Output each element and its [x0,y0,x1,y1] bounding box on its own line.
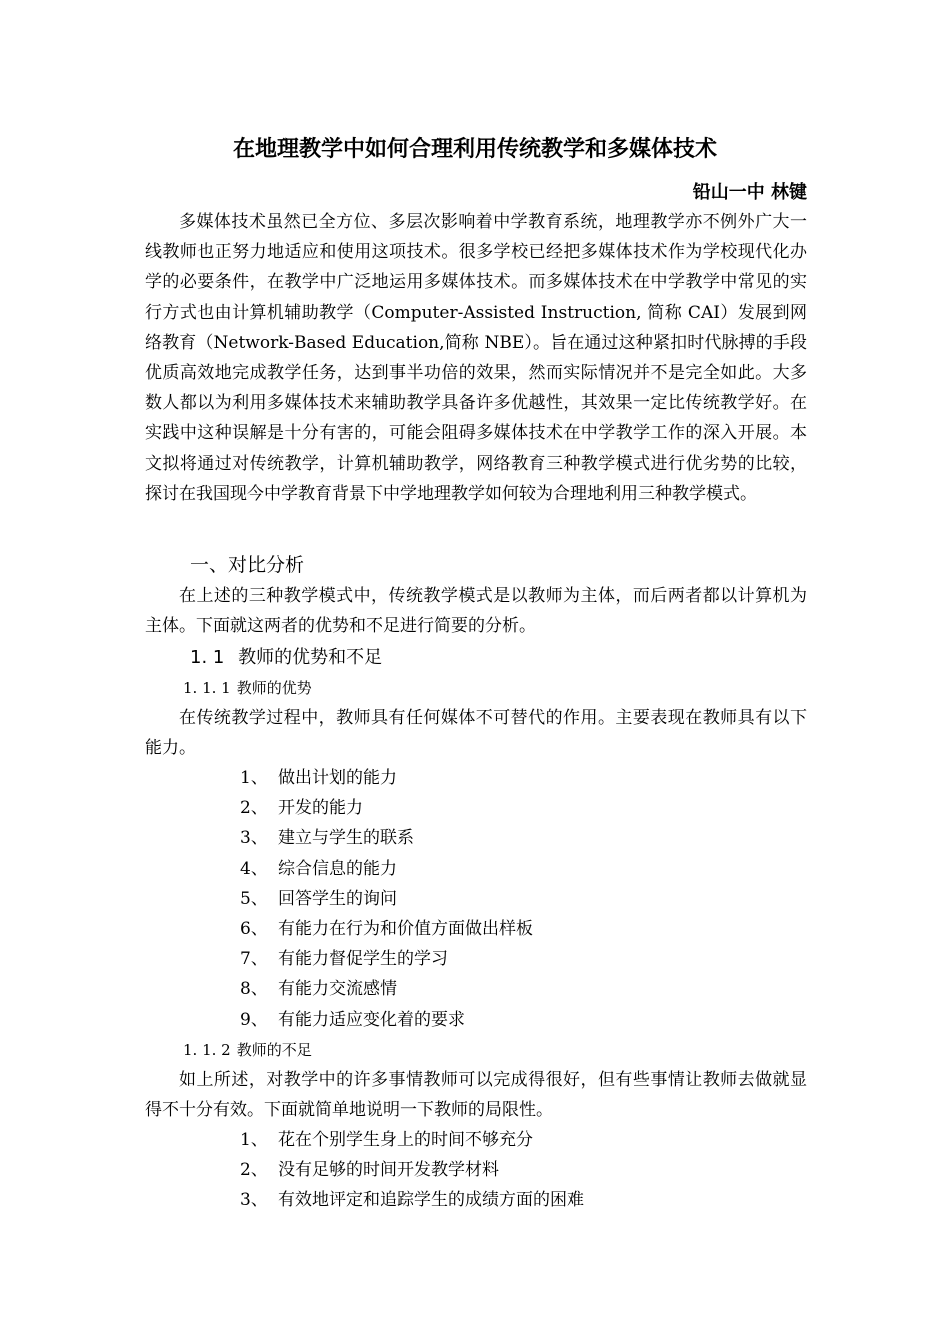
list-item-number: 4、 [240,858,268,879]
section-1-paragraph: 在上述的三种教学模式中，传统教学模式是以教师为主体，而后两者都以计算机为主体。下面就这两者的优势和不足进行简要的分析。 [145,586,807,637]
list-item-text: 开发的能力 [278,798,363,819]
list-item [240,1005,533,1035]
subsubsection-heading-1-1-2 [183,1035,312,1065]
subsubsection-number: 1. 1. 1 [183,679,231,697]
list-item-text: 综合信息的能力 [278,858,397,879]
list-item [240,1155,584,1185]
list-item-number: 5、 [240,888,268,909]
subsubsection-title: 教师的优势 [236,679,312,697]
list-item-number: 3、 [240,828,268,849]
list-item-text: 做出计划的能力 [278,768,397,788]
list-item [240,1125,584,1155]
list-item-number: 6、 [240,919,268,940]
intro-paragraph: 多媒体技术虽然已全方位、多层次影响着中学教育系统，地理教学亦不例外广大一线教师也正努力地适应和使用这项技术。很多学校已经把多媒体技术作为学校现代化办学的必要条件，在教学中广泛地运用多媒体技术。而多媒体技术在中学教学中常见的实行方式也由计算机辅助教学（Computer-Assisted Instruction, 简称 CAI）发展到网络教育（Network-Based Education,简称 NBE）。旨在通过这种紧扣时代脉搏的手段优质高效地完成教学任务，达到事半功倍的效果，然而实际情况并不是完全如此。大多数人都以为利用多媒体技术来辅助教学具备许多优越性，其效果一定比传统教学好。在实践中这种误解是十分有害的，可能会阻碍多媒体技术在中学教学工作的深入开展。本文拟将通过对传统教学，计算机辅助教学，网络教育三种教学模式进行优劣势的比较，探讨在我国现今中学教育背景下中学地理教学如何较为合理地利用三种教学模式。 [145,212,807,504]
list-item-text: 回答学生的询问 [278,888,397,909]
list-item-text: 有能力在行为和价值方面做出样板 [278,919,533,940]
teacher-strengths-list [240,763,533,1035]
document-title: 在地理教学中如何合理利用传统教学和多媒体技术 [232,137,717,162]
list-item [240,1185,584,1215]
list-item-text: 建立与学生的联系 [278,828,414,849]
list-item-text: 没有足够的时间开发教学材料 [278,1160,499,1181]
subsubsection-title: 教师的不足 [236,1041,312,1059]
list-item-text: 有能力适应变化着的要求 [278,1009,465,1030]
list-item [240,763,533,793]
teacher-weaknesses-paragraph: 如上所述，对教学中的许多事情教师可以完成得很好，但有些事情让教师去做就显得不十分有效。下面就简单地说明一下教师的局限性。 [145,1070,807,1121]
subsubsection-heading-1-1-1 [183,673,312,703]
teacher-weaknesses-list [240,1125,584,1216]
subsection-number: 1. 1 [190,647,225,668]
list-item-number: 7、 [240,949,268,970]
list-item-number: 8、 [240,979,268,1000]
list-item [240,823,533,853]
subsection-heading-1-1 [190,643,382,673]
list-item [240,793,533,823]
list-item-text: 有效地评定和追踪学生的成绩方面的困难 [278,1190,584,1211]
list-item-number: 2、 [240,1160,268,1181]
list-item-number: 9、 [240,1009,268,1030]
section-heading-1: 一、对比分析 [190,554,305,576]
author-line: 铅山一中 林键 [692,182,807,203]
list-item-number: 3、 [240,1190,268,1211]
list-item-text: 花在个别学生身上的时间不够充分 [278,1130,533,1150]
subsubsection-number: 1. 1. 2 [183,1041,231,1059]
subsection-title: 教师的优势和不足 [238,647,383,668]
list-item-text: 有能力督促学生的学习 [278,949,448,970]
list-item [240,884,533,914]
list-item-text: 有能力交流感情 [278,979,397,1000]
list-item-number: 1、 [240,768,268,788]
list-item [240,914,533,944]
list-item-number: 1、 [240,1130,268,1150]
list-item [240,974,533,1004]
list-item-number: 2、 [240,798,268,819]
teacher-strengths-paragraph: 在传统教学过程中，教师具有任何媒体不可替代的作用。主要表现在教师具有以下能力。 [145,708,807,759]
list-item [240,944,533,974]
list-item [240,854,533,884]
